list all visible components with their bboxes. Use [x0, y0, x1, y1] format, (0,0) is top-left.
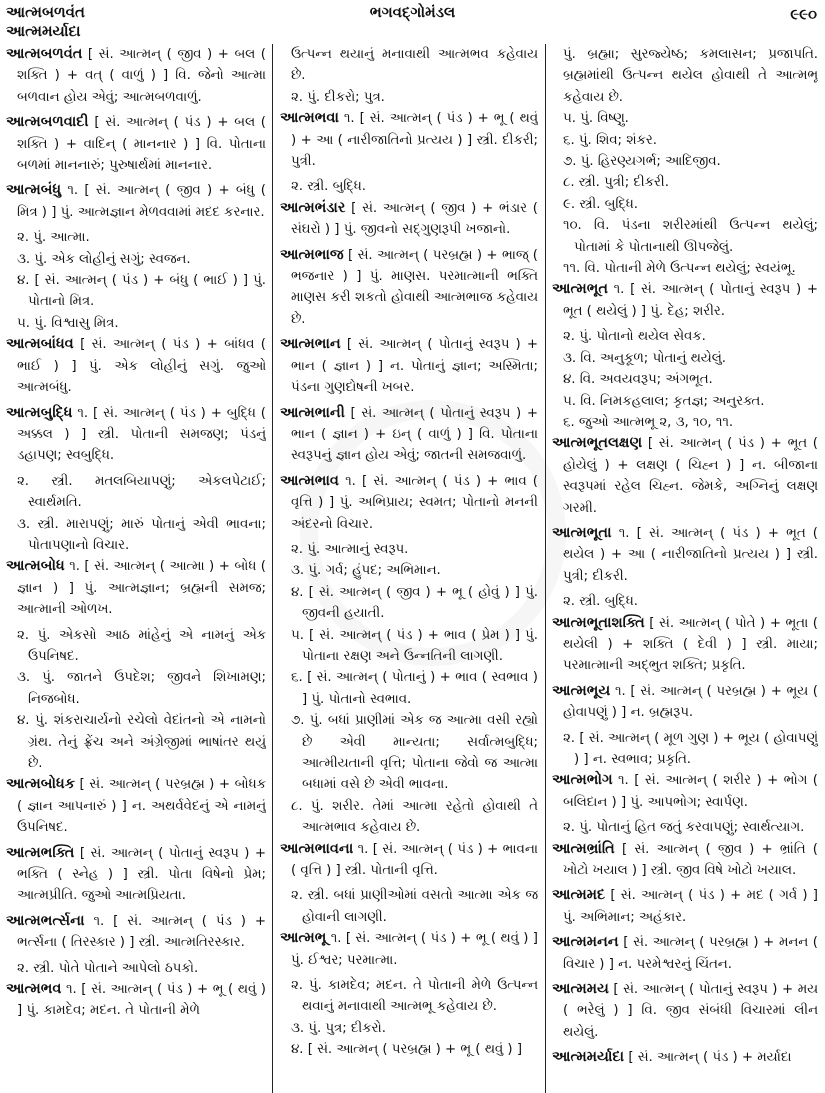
entry-line: [6, 403, 266, 467]
continued-text: ૨. પું. દીકરો; પુત્ર.: [291, 89, 385, 105]
sense-item: ૩. સ્ત્રી. મારાપણું; મારું પોતાનું એવી ભાવના; પોતાપણાનો વિચાર.: [17, 516, 266, 553]
entry-line: [6, 180, 266, 223]
headword: આત્મભાન: [280, 336, 341, 353]
headword: આત્મભૂતા: [552, 524, 612, 541]
sense-item: ૨. પું. કામદેવ; મદન. તે પોતાની મેળે ઉત્પન્ન થવાનું મનાવાથી આત્મભૂ કહેવાય છે.: [291, 978, 538, 1015]
headword: આત્મબળવંત: [6, 46, 83, 62]
dictionary-entry: [552, 839, 818, 882]
dictionary-entry: [6, 979, 266, 1022]
definition-text: ૧. [ સં. આત્મન્ ( પંડ ) + બુદ્ધિ ( અક્કલ ) ] સ્ત્રી. પોતાની સમજણ; પંડનું ડહાપણ; સ્વબુદ્ધિ.: [17, 405, 266, 464]
headword: આત્મભ્રાંતિ: [552, 840, 615, 857]
definition-text: ૧. [ સં. આત્મન્ ( પંડ ) + ભૂ ( થવું ) ] પું. કામદેવ; મદન. તે પોતાની મેળે: [17, 982, 266, 1019]
continued-text: ઉત્પન્ન થયાનું મનાવાથી આત્મભવ કહેવાય છે.: [291, 47, 538, 84]
continued-text: ૭. પું. હિરણ્યગર્ભ; આદિજીવ.: [563, 154, 721, 170]
definition-text: [ સં. આત્મન્ ( પોતાનું સ્વરૂપ ) + મય ( ભરેલું ) ] વિ. જીવ સંબંધી વિચારમાં લીન થયેલું.: [563, 982, 818, 1040]
sense-item: ૨. પું. આત્મા.: [17, 230, 90, 246]
sense-item: ૨. સ્ત્રી. પોતે પોતાને આપેલો ઠપકો.: [17, 960, 199, 976]
dictionary-entry: [6, 112, 266, 176]
headword: આત્મભૂતલક્ષણ: [552, 435, 643, 452]
entry-line: [552, 433, 818, 519]
entry-line: [552, 1047, 818, 1068]
entry-line: [6, 44, 266, 108]
continued-text: ૯. સ્ત્રી. બુદ્ધિ.: [563, 196, 638, 212]
sense-item: ૨. પું. આત્માનું સ્વરૂપ.: [291, 541, 409, 557]
continued-text: ૬. પું. શિવ; શંકર.: [563, 132, 657, 148]
headword: આત્મભૂત: [552, 281, 608, 298]
sense-item: ૨. સ્ત્રી. મતલબિયાપણું; એકલપેટાઈ; સ્વાર્થમતિ.: [17, 473, 266, 511]
sense-item: ૨. સ્ત્રી. બુદ્ધિ.: [291, 179, 366, 195]
dictionary-entry: [6, 843, 266, 907]
headword: આત્મભાવ: [280, 472, 339, 489]
dictionary-entry: [6, 774, 266, 838]
page-number: ૯૯૦: [790, 5, 817, 23]
definition-text: ૧. [ સં. આત્મન્ ( પંડ ) + ભાવ ( વૃત્તિ ) ] પું. અભિપ્રાય; સ્વમત; પોતાનો મનની અંદરનો વિચાર.: [291, 473, 538, 532]
continued-text: ૧૦. વિ. પંડના શરીરમાંથી ઉત્પન્ન થયેલું; પોતામાં કે પોતાનાથી ઊપજેલું.: [563, 218, 818, 255]
entry-line: [6, 112, 266, 176]
entry-line: [280, 198, 538, 241]
headword: આત્મમર્યાદા: [552, 1049, 625, 1066]
sense-item: ૨. સ્ત્રી. બધાં પ્રાણીઓમાં વસતો આત્મા એક જ હોવાની લાગણી.: [291, 888, 538, 925]
headword: આત્મભાની: [280, 404, 345, 421]
dictionary-entry: [6, 180, 266, 334]
dictionary-entry: [552, 613, 818, 677]
entry-line: [280, 839, 538, 882]
definition-text: [ સં. આત્મન્ ( પોતાનું સ્વરૂપ ) + ભક્તિ ( સ્નેહ ) ] સ્ત્રી. પોતા વિષેનો પ્રેમ; આત્મપ્રીતિ. જુઓ આત્મપ્રિયતા.: [17, 845, 266, 904]
column-divider: [272, 44, 273, 1093]
dictionary-entry: [552, 433, 818, 519]
column-3: [552, 44, 818, 1093]
definition-text: ૧. [ સં. આત્મન્ ( પોતાનું સ્વરૂપ ) + ભૂત ( થયેલું ) ] પું. દેહ; શરીર.: [563, 282, 818, 319]
sense-item: ૩. પું. જાતને ઉપદેશ; જીવને શિખામણ; નિજબોધ.: [17, 670, 266, 707]
definition-text: [ સં. આત્મન્ ( પોતાનું સ્વરૂપ ) + ભાન ( જ્ઞાન ) ] ન. પોતાનું જ્ઞાન; અસ્મિતા; પંડના ગુણદોષની ખબર.: [291, 337, 538, 396]
entry-line: [552, 979, 818, 1043]
definition-text: ૧. [ સં. આત્મન્ ( પંડ ) + ભાવના ( વૃત્તિ ) ] સ્ત્રી. પોતાની વૃત્તિ.: [291, 841, 538, 879]
entry-line: [280, 471, 538, 535]
headword: આત્મભોગ: [552, 772, 613, 789]
dictionary-entry: [552, 681, 818, 771]
headword: આત્મભક્તિ: [6, 844, 75, 861]
definition-text: [ સં. આત્મન્ ( જીવ ) + ભંડાર ( સંઘરો ) ] પું. જીવનો સદ્ગુણરૂપી ખજાનો.: [291, 200, 538, 238]
headword: આત્મબળવાદી: [6, 114, 89, 131]
dictionary-entry: [280, 839, 538, 929]
dictionary-entry: [552, 979, 818, 1043]
headword: આત્મબોધક: [6, 776, 75, 793]
sense-item: ૩. પું. એક લોહીનું સગું; સ્વજન.: [17, 251, 191, 267]
headword: આત્મમય: [552, 981, 609, 998]
sense-item: ૪. વિ. અવયવરૂપ; અંગભૂત.: [563, 372, 713, 388]
dictionary-entry: [280, 108, 538, 198]
headword: આત્મભૂ: [280, 930, 327, 947]
definition-text: [ સં. આત્મન્ ( પોતાનું સ્વરૂપ ) + ભાન ( જ્ઞાન ) + ઇન્ ( વાળું ) ] વિ. પોતાના સ્વરૂપનું જ્ઞાન હોય એવું; જાતની સમજવાળું.: [291, 405, 538, 464]
column-1: [6, 44, 266, 1093]
definition-text: [ સં. આત્મન્ ( જીવ ) + ભ્રાંતિ ( ખોટો ખયાલ ) ] સ્ત્રી. જીવ વિષે ખોટો ખયાલ.: [563, 841, 818, 879]
entry-line: [280, 245, 538, 331]
headword: આત્મબોધ: [6, 558, 65, 575]
definition-text: [ સં. આત્મન્ ( પરબ્રહ્મ ) + મનન ( વિચાર ) ] ન. પરમેશ્વરનું ચિંતન.: [563, 935, 818, 972]
entry-line: [280, 928, 538, 971]
continued-text: ૫. પું. વિષ્ણુ.: [563, 111, 629, 127]
dictionary-entry: [552, 279, 818, 433]
headword: આત્મબંધુ: [6, 182, 62, 199]
headword: આત્મભવા: [280, 110, 339, 127]
column-2: [280, 44, 538, 1093]
definition-text: [ સં. આત્મન્ ( પોતે ) + ભૂતા ( થયેલી ) + શક્તિ ( દેવી ) ] સ્ત્રી. માયા; પરમાત્માની અદ્ભુત શક્તિ; પ્રકૃતિ.: [563, 615, 818, 674]
dictionary-entry: [280, 471, 538, 839]
sense-item: ૩. પું. પુત્ર; દીકરો.: [291, 1020, 386, 1036]
dictionary-entry: [6, 556, 266, 774]
entry-line: [6, 911, 266, 954]
dictionary-entry: [552, 523, 818, 613]
sense-item: ૩. પું. ગર્વ; હુંપદ; અભિમાન.: [291, 563, 441, 579]
definition-text: [ સં. આત્મન્ ( પંડ ) + બાંધવ ( ભાઈ ) ] પું. એક લોહીનું સગું. જુઓ આત્મબંધુ.: [17, 337, 266, 396]
definition-text: ૧. [ સં. આત્મન્ ( પંડ ) + ભૂ ( થવું ) ] પું. ઈશ્વર; પરમાત્મા.: [291, 931, 538, 968]
dictionary-entry: [280, 403, 538, 467]
entry-line: [6, 334, 266, 398]
sense-item: ૫. પું. વિશ્વાસુ મિત્ર.: [17, 315, 119, 331]
definition-text: [ સં. આત્મન્ ( પંડ ) + બલ ( શક્તિ ) + વાદિન્ ( માનનાર ) ] વિ. પોતાના બળમાં માનનારું; પુરુષાર્થમાં માનનાર.: [17, 115, 266, 174]
dictionary-entry: [6, 403, 266, 557]
headword: આત્મભૂતાશક્તિ: [552, 614, 645, 631]
entry-line: [6, 843, 266, 907]
page-header: [0, 0, 825, 44]
headword: આત્મભવ: [6, 981, 62, 998]
headword: આત્મભૂય: [552, 682, 611, 699]
definition-text: [ સં. આત્મન્ ( પરબ્રહ્મ ) + ભાજ્ ( ભજનાર ) ] પું. માણસ. પરમાત્માની ભક્તિ માણસ કરી શકતો હોવાથી આત્મભાજ કહેવાય છે.: [291, 247, 538, 327]
column-divider: [545, 44, 546, 1093]
dictionary-entry: [552, 932, 818, 975]
definition-text: [ સં. આત્મન્ ( પરબ્રહ્મ ) + બોધક ( જ્ઞાન આપનારું ) ] ન. અથર્વવેદનું એ નામનું ઉપનિષદ.: [17, 777, 266, 836]
sense-item: ૨. પું. પોતાનો થયેલ સેવક.: [563, 329, 706, 345]
entry-line: [552, 523, 818, 587]
entry-line: [552, 681, 818, 724]
entry-line: [280, 108, 538, 172]
definition-text: ૧. [ સં. આત્મન્ ( પંડ ) + ભર્ત્સના ( તિરસ્કાર ) ] સ્ત્રી. આત્મતિરસ્કાર.: [17, 913, 266, 951]
continued-text: પું. બ્રહ્મા; સુરજ્યેષ્ઠ; કમલાસન; પ્રજાપતિ. બ્રહ્મમાંથી ઉત્પન્ન થયેલ હોવાથી તે આત્મભૂ કહેવાય છે.: [563, 47, 818, 105]
dictionary-entry: [280, 928, 538, 1060]
sense-item: ૪. [ સં. આત્મન્ ( પરબ્રહ્મ ) + ભૂ ( થવું ) ]: [291, 1042, 523, 1058]
sense-item: ૬. જુઓ આત્મભૂ ૨, ૩, ૧૦, ૧૧.: [563, 414, 734, 430]
entry-line: [280, 334, 538, 398]
headword: આત્મબુદ્ધિ: [6, 404, 73, 421]
dictionary-entry: [552, 770, 818, 838]
definition-text: ૧. [ સં. આત્મન્ ( પંડ ) + ભૂત ( થયેલ ) + આ ( નારીજાતિનો પ્રત્યય ) ] સ્ત્રી. પુત્રી; દીકરી.: [563, 525, 818, 584]
dictionary-entry: [552, 1047, 818, 1068]
definition-text: ૧. [ સં. આત્મન્ ( પંડ ) + ભૂ ( થવું ) + આ ( નારીજાતિનો પ્રત્યય ) ] સ્ત્રી. દીકરી; પુત્રી.: [291, 111, 538, 170]
dictionary-entry: [6, 911, 266, 979]
sense-item: ૪. પું. શંકરાચાર્યનો રચેલો વેદાંતનો એ નામનો ગ્રંથ. તેનું ફ્રેંચ અને અંગ્રેજીમાં ભાષાંતર થયું છે.: [17, 713, 266, 771]
headword: આત્મમદ: [552, 887, 606, 904]
headword: આત્મભાવના: [280, 840, 354, 857]
definition-text: ૧. [ સં. આત્મન્ ( શરીર ) + ભોગ ( બલિદાન ) ] પું. આપભોગ; સ્વાર્પણ.: [563, 773, 818, 810]
sense-item: ૨. પું. એકસો આઠ માંહેનું એ નામનું એક ઉપનિષદ.: [17, 627, 266, 664]
definition-text: ૧. [ સં. આત્મન્ ( આત્મા ) + બોધ ( જ્ઞાન ) ] પું. આત્મજ્ઞાન; બ્રહ્મની સમજ; આત્માની ઓળખ.: [17, 559, 266, 618]
guide-word-last: આત્મમર્યાદા: [6, 22, 81, 40]
entry-line: [6, 979, 266, 1022]
entry-line: [280, 403, 538, 467]
headword: આત્મમનન: [552, 934, 619, 951]
headword: આત્મબાંધવ: [6, 336, 74, 353]
entry-line: [552, 885, 818, 928]
dictionary-entry: [280, 245, 538, 331]
sense-item: ૭. પું. બધાં પ્રાણીમાં એક જ આત્મા વસી રહ્યો છે એવી માન્યતા; સર્વાત્મબુદ્ધિ; આત્મીયતાની વૃત્તિ; પોતાના જેવો જ આત્મા બધામાં વસે છે એવી ભાવના.: [291, 713, 538, 793]
dictionary-entry: [6, 44, 266, 108]
entry-line: [552, 839, 818, 882]
continued-text: ૧૧. વિ. પોતાની મેળે ઉત્પન્ન થયેલું; સ્વયંભૂ.: [563, 261, 796, 277]
dictionary-entry: [6, 334, 266, 398]
headword: આત્મભર્ત્સના: [6, 912, 85, 929]
entry-line: [6, 556, 266, 620]
sense-item: ૪. [ સં. આત્મન્ ( પંડ ) + બંધુ ( ભાઈ ) ] પું. પોતાનો મિત્ર.: [17, 273, 266, 310]
sense-item: ૩. વિ. અનુકૂળ; પોતાનું થયેલું.: [563, 350, 726, 366]
dictionary-entry: [280, 334, 538, 398]
definition-text: ૧. [ સં. આત્મન્ ( પરબ્રહ્મ ) + ભૂય ( હોવાપણું ) ] ન. બ્રહ્મરૂપ.: [563, 683, 818, 721]
sense-item: ૨. પું. પોતાનું હિત જતું કરવાપણું; સ્વાર્થત્યાગ.: [563, 820, 805, 836]
entry-line: [552, 932, 818, 975]
sense-item: ૨. સ્ત્રી. બુદ્ધિ.: [563, 594, 638, 610]
headword: આત્મભંડાર: [280, 199, 346, 216]
continued-text: ૮. સ્ત્રી. પુત્રી; દીકરી.: [563, 175, 669, 191]
guide-word-first: આત્મબળવંત: [6, 3, 85, 21]
entry-line: [6, 774, 266, 838]
dictionary-entry: [552, 885, 818, 928]
dictionary-entry: [280, 198, 538, 241]
entry-line: [552, 770, 818, 813]
sense-item: ૪. [ સં. આત્મન્ ( જીવ ) + ભૂ ( હોવું ) ] પું. જીવની હયાતી.: [291, 584, 538, 622]
headword: આત્મભાજ: [280, 246, 344, 263]
entry-line: [552, 613, 818, 677]
book-title: ભગવદ્ગોમંડલ: [369, 3, 456, 21]
sense-item: ૫. [ સં. આત્મન્ ( પંડ ) + ભાવ ( પ્રેમ ) ] પું. પોતાના રક્ષણ અને ઉન્નતિની લાગણી.: [291, 627, 538, 664]
entry-line: [552, 279, 818, 322]
sense-item: ૬. [ સં. આત્મન્ ( પોતાનું ) + ભાવ ( સ્વભાવ ) ] પું. પોતાનો સ્વભાવ.: [291, 670, 538, 707]
definition-text: [ સં. આત્મન્ ( પંડ ) + ભૂત ( હોયેલું ) + લક્ષણ ( ચિહ્ન ) ] ન. બીજાના સ્વરૂપમાં રહેલ ચિહ્ન. જેમકે, અગ્નિનું લક્ષણ ગરમી.: [563, 436, 818, 516]
sense-item: ૨. [ સં. આત્મન્ ( મૂળ ગુણ ) + ભૂય ( હોવાપણું ) ] ન. સ્વભાવ; પ્રકૃતિ.: [563, 730, 818, 767]
definition-text: [ સં. આત્મન્ ( પંડ ) + મદ ( ગર્વ ) ] પું. અભિમાન; અહંકાર.: [563, 888, 818, 925]
sense-item: ૮. પું. શરીર. તેમાં આત્મા રહેતો હોવાથી તે આત્મભાવ કહેવાય છે.: [291, 798, 538, 836]
definition-text: ૧. [ સં. આત્મન્ ( જીવ ) + બંધુ ( મિત્ર ) ] પું. આત્મજ્ઞાન મેળવવામાં મદદ કરનાર.: [17, 183, 266, 220]
definition-text: [ સં. આત્મન્ ( જીવ ) + બલ ( શક્તિ ) + વત્ ( વાળું ) ] વિ. જેનો આત્મા બળવાન હોય એવું; આત્મબળવાળું.: [17, 47, 266, 105]
sense-item: ૫. વિ. નિમકહલાલ; કૃતજ્ઞ; અનુરક્ત.: [563, 393, 765, 409]
definition-text: [ સં. આત્મન્ ( પંડ ) + મર્યાદા: [628, 1050, 792, 1066]
